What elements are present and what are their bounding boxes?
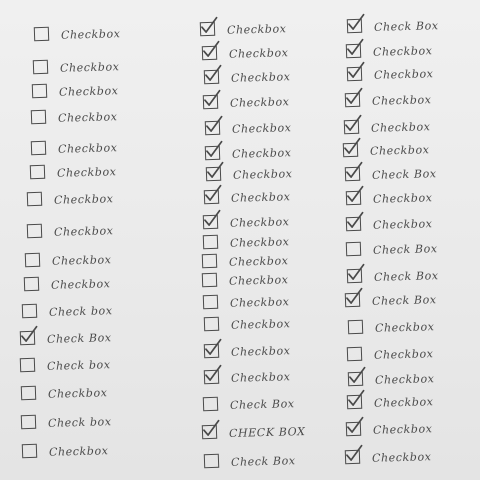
checkbox-label: Checkbox — [58, 83, 119, 99]
checkbox-item[interactable] — [347, 16, 439, 36]
checkbox-box[interactable] — [25, 253, 40, 268]
checkbox-box[interactable] — [22, 304, 37, 319]
checkbox-label: Checkbox — [229, 234, 290, 250]
checkbox-label: Checkbox — [50, 276, 111, 292]
checkbox-box[interactable] — [27, 224, 42, 239]
checkbox-box[interactable] — [347, 19, 362, 34]
checkbox-item[interactable] — [33, 57, 120, 77]
checkbox-box[interactable] — [202, 273, 217, 288]
checkbox-label: Checkbox — [231, 120, 292, 136]
checkbox-item[interactable] — [347, 392, 434, 412]
checkbox-item[interactable] — [347, 64, 434, 84]
checkbox-box[interactable] — [31, 110, 46, 125]
checkbox-item[interactable] — [345, 90, 432, 110]
checkbox-item[interactable] — [200, 19, 287, 39]
checkbox-label: Check Box — [371, 166, 437, 182]
check-mark-icon — [199, 17, 220, 36]
checkbox-label: Checkbox — [60, 26, 121, 42]
check-mark-icon — [344, 88, 365, 107]
checkbox-label: Checkbox — [372, 190, 433, 206]
checkbox-label: Checkbox — [230, 69, 291, 85]
checkbox-item[interactable] — [348, 317, 435, 337]
checkbox-label: Checkbox — [374, 319, 435, 335]
checkbox-item[interactable] — [32, 81, 119, 101]
checkbox-box[interactable] — [346, 191, 361, 206]
check-mark-icon — [345, 212, 366, 231]
checkbox-item[interactable] — [343, 140, 430, 160]
checkbox-label: Check Box — [372, 241, 438, 257]
checkbox-item[interactable] — [346, 41, 433, 61]
checkbox-label: Check box — [46, 357, 111, 373]
checkbox-box[interactable] — [205, 121, 220, 136]
checkbox-item[interactable] — [22, 441, 109, 461]
checkbox-label: Checkbox — [374, 371, 435, 387]
checkbox-item[interactable] — [30, 162, 117, 182]
checkbox-label: Checkbox — [373, 346, 434, 362]
checkbox-item[interactable] — [345, 164, 437, 184]
checkbox-label: Checkbox — [53, 191, 114, 207]
checkbox-box[interactable] — [31, 141, 46, 156]
checkbox-label: Checkbox — [228, 45, 289, 61]
check-mark-icon — [203, 65, 224, 84]
checkbox-label: Checkbox — [228, 253, 289, 269]
checkbox-item[interactable] — [345, 447, 432, 467]
checkbox-item[interactable] — [346, 419, 433, 439]
checkbox-label: Checkbox — [229, 294, 290, 310]
checkbox-label: Check box — [48, 303, 113, 319]
checkbox-item[interactable] — [203, 92, 290, 112]
check-mark-icon — [343, 115, 364, 134]
checkbox-item[interactable] — [347, 266, 439, 286]
checkbox-item[interactable] — [31, 107, 118, 127]
checkbox-label: Checkbox — [230, 316, 291, 332]
checkbox-item[interactable] — [25, 250, 112, 270]
checkbox-item[interactable] — [20, 355, 111, 375]
check-mark-icon — [345, 39, 366, 58]
checkbox-box[interactable] — [347, 269, 362, 284]
checkbox-item[interactable] — [21, 383, 108, 403]
checkbox-box[interactable] — [346, 217, 361, 232]
checkbox-label: Checkbox — [53, 223, 114, 239]
checkbox-box[interactable] — [348, 372, 363, 387]
checkbox-box[interactable] — [202, 425, 217, 440]
checkbox-item[interactable] — [204, 367, 291, 387]
checkbox-label: Checkbox — [57, 109, 118, 125]
checkbox-box[interactable] — [345, 93, 360, 108]
checkbox-box[interactable] — [203, 95, 218, 110]
checkbox-label: Checkbox — [230, 189, 291, 205]
checkbox-item[interactable] — [202, 270, 289, 290]
checkbox-item[interactable] — [204, 187, 291, 207]
checkbox-label: Checkbox — [51, 252, 112, 268]
checkbox-box[interactable] — [347, 347, 362, 362]
checkbox-box[interactable] — [33, 60, 48, 75]
checkbox-label: Check Box — [371, 292, 437, 308]
checkbox-box[interactable] — [204, 370, 219, 385]
check-mark-icon — [345, 417, 366, 436]
checkbox-item[interactable] — [27, 221, 114, 241]
check-mark-icon — [203, 339, 224, 358]
checkbox-item[interactable] — [22, 301, 113, 321]
checkbox-box[interactable] — [24, 277, 39, 292]
checkbox-box[interactable] — [206, 167, 221, 182]
checkbox-item[interactable] — [20, 328, 112, 348]
checkbox-item[interactable] — [345, 290, 437, 310]
checkbox-label: Checkbox — [370, 119, 431, 135]
checkbox-box[interactable] — [203, 215, 218, 230]
checkbox-box[interactable] — [204, 190, 219, 205]
checkbox-label: Checkbox — [372, 216, 433, 232]
checkbox-label: Checkbox — [56, 164, 117, 180]
checkbox-label: Checkbox — [372, 421, 433, 437]
checkbox-box[interactable] — [20, 358, 35, 373]
check-mark-icon — [19, 326, 40, 345]
checkbox-box[interactable] — [204, 344, 219, 359]
checkbox-box[interactable] — [204, 70, 219, 85]
checkbox-label: Checkbox — [229, 94, 290, 110]
check-mark-icon — [202, 210, 223, 229]
checkbox-box[interactable] — [203, 235, 218, 250]
checkbox-box[interactable] — [21, 386, 36, 401]
checkbox-box[interactable] — [202, 46, 217, 61]
checkbox-label: Checkbox — [57, 140, 118, 156]
checkbox-label: Checkbox — [371, 449, 432, 465]
checkbox-item[interactable] — [202, 251, 289, 271]
checkbox-box[interactable] — [203, 397, 218, 412]
checkbox-item[interactable] — [348, 369, 435, 389]
checkbox-item[interactable] — [203, 232, 290, 252]
check-mark-icon — [203, 365, 224, 384]
checkbox-label: Check box — [47, 414, 112, 430]
checkbox-box[interactable] — [20, 331, 35, 346]
checkbox-item[interactable] — [203, 292, 290, 312]
checkbox-item[interactable] — [205, 143, 292, 163]
checkbox-label: Checkbox — [373, 66, 434, 82]
checkbox-item[interactable] — [347, 344, 434, 364]
check-mark-icon — [344, 162, 365, 181]
checkbox-item[interactable] — [205, 118, 292, 138]
checkbox-label: Checkbox — [228, 272, 289, 288]
checkbox-box[interactable] — [344, 120, 359, 135]
checkbox-label: Checkbox — [226, 21, 287, 37]
check-mark-icon — [203, 185, 224, 204]
checkbox-label: Checkbox — [231, 145, 292, 161]
checkbox-box[interactable] — [345, 450, 360, 465]
check-mark-icon — [346, 390, 367, 409]
checkbox-item[interactable] — [346, 188, 433, 208]
checkbox-box[interactable] — [346, 422, 361, 437]
check-mark-icon — [345, 186, 366, 205]
checkbox-label: Checkbox — [59, 59, 120, 75]
check-mark-icon — [342, 138, 363, 157]
checkbox-box[interactable] — [205, 146, 220, 161]
checkbox-item[interactable] — [346, 214, 433, 234]
checkbox-label: Check Box — [373, 268, 439, 284]
checkbox-item[interactable] — [344, 117, 431, 137]
checkbox-box[interactable] — [200, 22, 215, 37]
checkbox-box[interactable] — [34, 27, 49, 42]
checkbox-box[interactable] — [32, 84, 47, 99]
check-mark-icon — [344, 288, 365, 307]
checkbox-label: Checkbox — [373, 394, 434, 410]
checkbox-label: Checkbox — [371, 92, 432, 108]
checkbox-item[interactable] — [31, 138, 118, 158]
check-mark-icon — [346, 264, 367, 283]
check-mark-icon — [204, 116, 225, 135]
checkbox-box[interactable] — [346, 44, 361, 59]
checkbox-box[interactable] — [347, 67, 362, 82]
checkbox-item[interactable] — [204, 314, 291, 334]
check-mark-icon — [204, 141, 225, 160]
checkbox-item[interactable] — [34, 24, 121, 44]
checkbox-box[interactable] — [345, 167, 360, 182]
checkbox-item[interactable] — [202, 422, 306, 442]
checkbox-box[interactable] — [348, 320, 363, 335]
checkbox-label: Checkbox — [369, 142, 430, 158]
checkbox-item[interactable] — [204, 451, 296, 471]
checkbox-box[interactable] — [203, 295, 218, 310]
checkbox-item[interactable] — [202, 43, 289, 63]
check-mark-icon — [201, 41, 222, 60]
checkbox-label: Checkbox — [47, 385, 108, 401]
check-mark-icon — [346, 62, 367, 81]
checkbox-box[interactable] — [21, 415, 36, 430]
checkbox-box[interactable] — [343, 143, 358, 158]
checkbox-label: Checkbox — [372, 43, 433, 59]
checkbox-column-3 — [320, 0, 480, 480]
checkbox-box[interactable] — [347, 395, 362, 410]
checkbox-box[interactable] — [22, 444, 37, 459]
checkbox-item[interactable] — [203, 394, 295, 414]
check-mark-icon — [347, 367, 368, 386]
checkbox-item[interactable] — [206, 164, 293, 184]
checkbox-item[interactable] — [24, 274, 111, 294]
checkbox-box[interactable] — [204, 454, 219, 469]
checkbox-column-1 — [0, 0, 160, 480]
checkbox-column-2 — [160, 0, 320, 480]
checkbox-label: CHECK BOX — [228, 424, 306, 440]
checkbox-box[interactable] — [30, 165, 45, 180]
checkbox-label: Check Box — [229, 396, 295, 412]
checkbox-box[interactable] — [27, 192, 42, 207]
checkbox-label: Checkbox — [48, 443, 109, 459]
check-mark-icon — [205, 162, 226, 181]
checkbox-item[interactable] — [204, 341, 291, 361]
checkbox-label: Checkbox — [232, 166, 293, 182]
checkbox-label: Check Box — [46, 330, 112, 346]
checkbox-box[interactable] — [204, 317, 219, 332]
check-mark-icon — [344, 445, 365, 464]
check-mark-icon — [201, 420, 222, 439]
checkbox-box[interactable] — [202, 254, 217, 269]
checkbox-item[interactable] — [346, 239, 438, 259]
check-mark-icon — [346, 14, 367, 33]
checkbox-label: Check Box — [230, 453, 296, 469]
checkbox-label: Checkbox — [229, 214, 290, 230]
checkbox-box[interactable] — [346, 242, 361, 257]
check-mark-icon — [202, 90, 223, 109]
checkbox-item[interactable] — [27, 189, 114, 209]
checkbox-item[interactable] — [203, 212, 290, 232]
checkbox-box[interactable] — [345, 293, 360, 308]
checkbox-item[interactable] — [21, 412, 112, 432]
checkbox-label: Checkbox — [230, 343, 291, 359]
checkbox-label: Checkbox — [230, 369, 291, 385]
checkbox-item[interactable] — [204, 67, 291, 87]
checkbox-label: Check Box — [373, 18, 439, 34]
